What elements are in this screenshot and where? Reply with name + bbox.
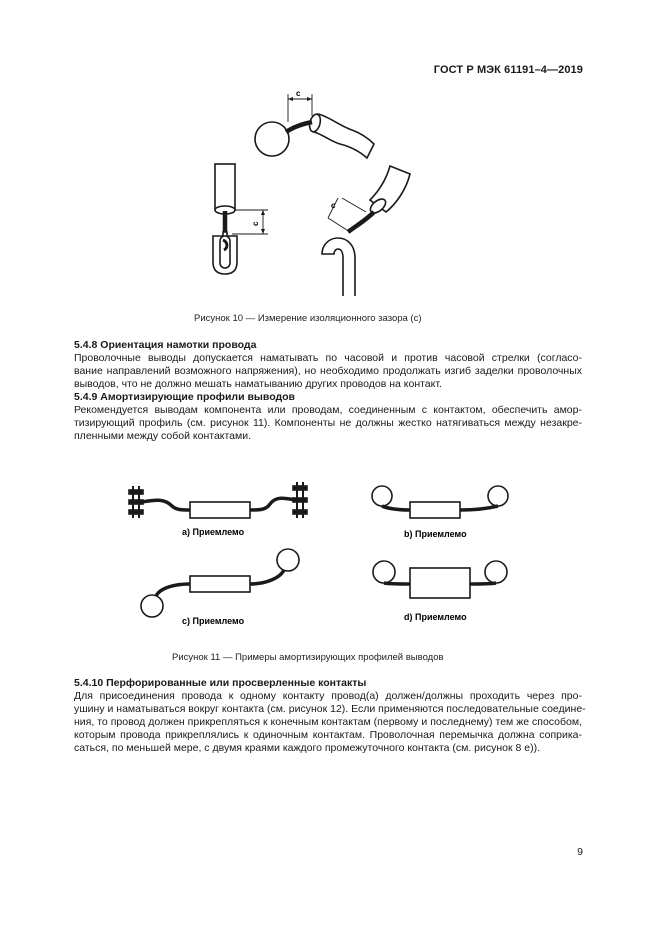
figure-11-caption: Рисунок 11 — Примеры амортизирующих профилей выводов [172,652,444,663]
fig10-dim-label-top: с [296,89,301,98]
fig11-c-component [190,576,250,592]
text-line: ния, то провод должен прикрепляться к конечным контактам (первому и последнему) тем же способом, [74,716,582,728]
fig11-c-right-post [277,549,299,571]
fig11-b-right-post [488,486,508,506]
fig11-b-lead-right [460,506,498,510]
fig11-label-c: с) Приемлемо [182,616,245,626]
fig11-label-a: а) Приемлемо [182,527,245,537]
document-header: ГОСТ Р МЭК 61191–4—2019 [433,64,583,76]
section-5410-title: 5.4.10 Перфорированные или просверленные контакты [74,677,367,689]
section-548-text [74,352,582,391]
fig11-d-left-post [373,561,395,583]
fig11-a-lead-left [142,500,190,510]
text-line: Рекомендуется выводам компонента или проводам, соединенным с контактом, обеспечить амор- [74,404,582,416]
fig11-b-left-post [372,486,392,506]
fig11-d-component [410,568,470,598]
fig11-label-d: d) Приемлемо [404,612,467,622]
fig11-c-left-post [141,595,163,617]
text-line: саться, по меньшей мере, с двумя краями каждого промежуточного контакта (см. рисунок 8 е)). [74,742,541,754]
fig11-a-lead-right [250,498,296,510]
text-line: пленными между собой контактами. [74,430,252,442]
fig11-b-lead-left [382,506,410,510]
fig10-left-insulation [215,164,235,210]
figure-10-drawing [200,86,420,298]
fig10-right-wire [348,212,374,232]
text-line: ушину и наматываться вокруг контакта (см. рисунок 12). Если применяются последовательные соедине- [74,703,586,715]
figure-11-drawing [120,476,520,636]
fig10-top-wire [286,122,312,132]
fig11-a-left-clamp [129,486,143,518]
section-548-title: 5.4.8 Ориентация намотки провода [74,339,257,351]
fig11-d-right-post [485,561,507,583]
fig10-right-hook [322,238,355,296]
fig11-d-lead-left [384,583,410,584]
text-line: выводов, что не должно мешать наматыванию других проводов на контакт. [74,378,442,390]
text-line: Для присоединения провода к одному контакту провод(а) должен/должны проходить через про- [74,690,582,702]
fig10-top-post [255,122,289,156]
fig11-d-lead-right [470,583,496,584]
text-line: Проволочные выводы допускается наматывать по часовой и против часовой стрелки (согласо- [74,352,582,364]
fig11-c-lead-right [250,570,284,584]
section-549-text [74,404,582,443]
fig10-dim-label-left: с [251,221,260,226]
fig11-b-component [410,502,460,518]
section-549-title: 5.4.9 Амортизирующие профили выводов [74,391,295,403]
text-line: которым провода прикреплялись к одиночным контактам. Проволочная перемычка должна соприка- [74,729,582,741]
page-number: 9 [577,846,583,858]
fig10-dim-label-right: с [331,201,336,210]
text-line: вание направлений возможного напряжения), но необходимо продолжать изгиб заделки проволочных [74,365,582,377]
fig10-top-insulation [314,114,374,158]
fig11-label-b: b) Приемлемо [404,529,467,539]
fig11-a-component [190,502,250,518]
figure-10-caption: Рисунок 10 — Измерение изоляционного зазора (с) [194,313,422,324]
fig11-c-lead-left [156,584,190,596]
text-line: тизирующий профиль (см. рисунок 11). Компоненты не должны жестко натягиваться между незакре- [74,417,582,429]
section-5410-text [74,690,586,755]
